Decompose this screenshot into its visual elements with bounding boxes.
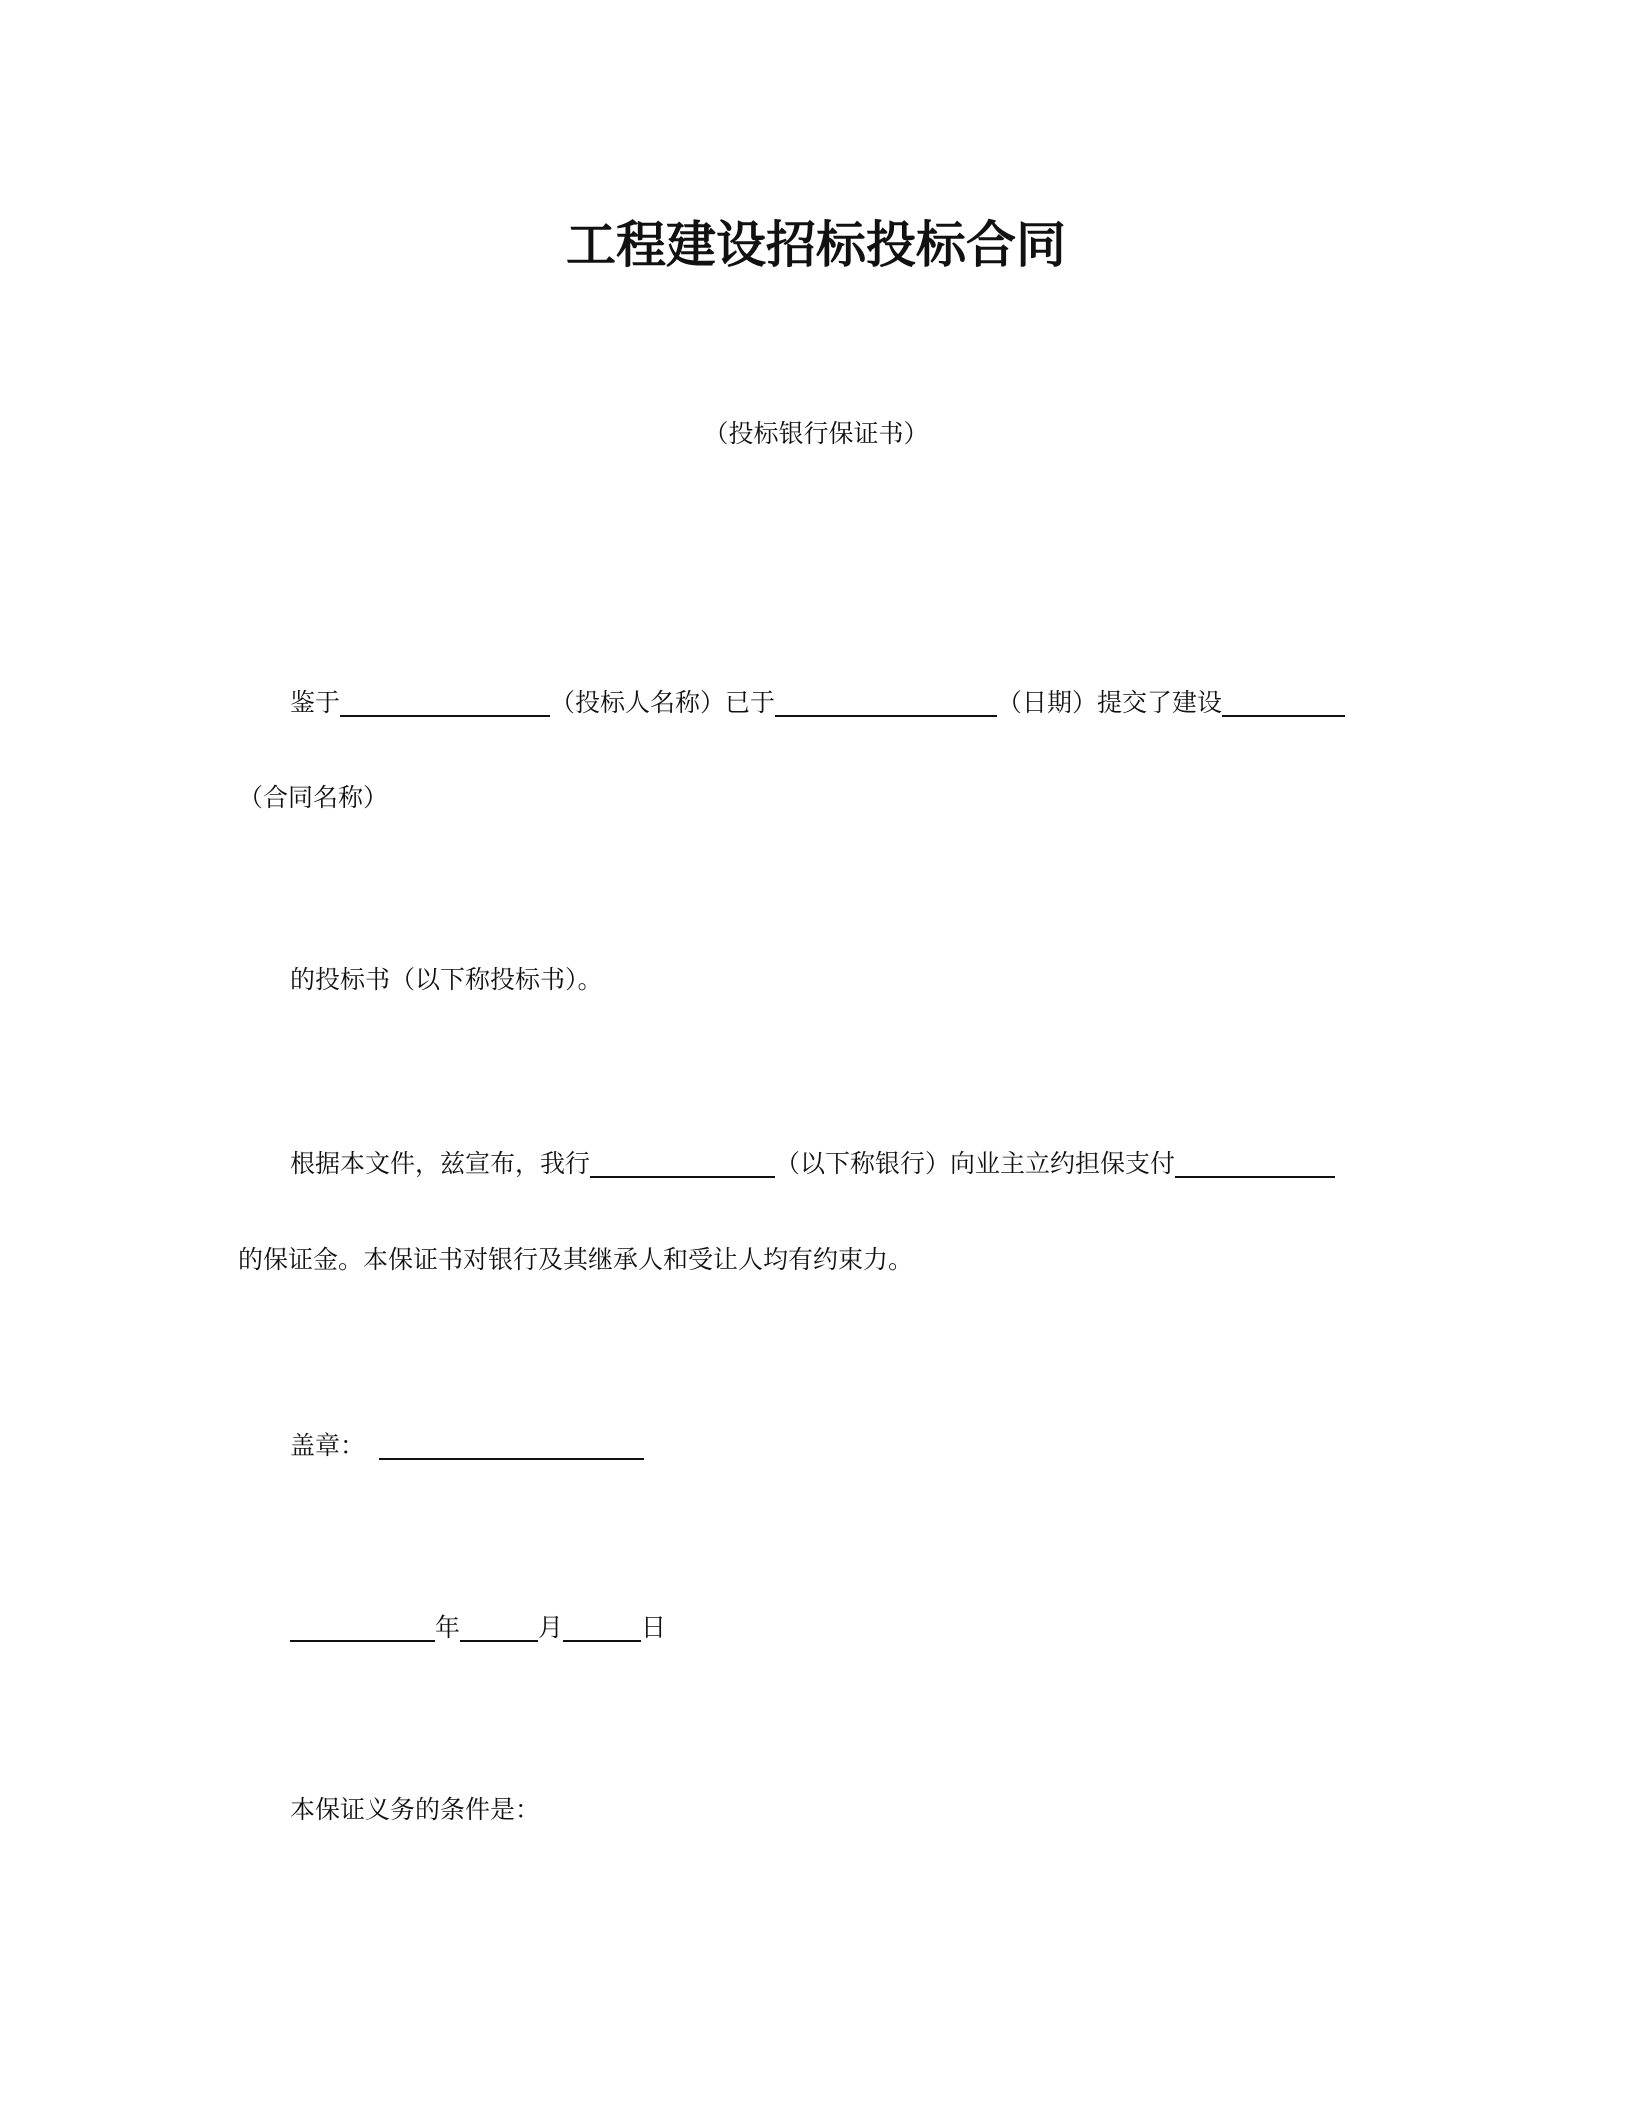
para2-text-1: 的投标书（以下称投标书）。 [290, 965, 603, 994]
day-label: 日 [641, 1613, 667, 1642]
condition-line [290, 1792, 540, 1828]
date-line [290, 1610, 666, 1646]
para1-text-2: （投标人名称）已于 [550, 688, 776, 717]
year-label: 年 [435, 1613, 461, 1642]
date-blank [775, 687, 997, 717]
seal-blank [379, 1430, 644, 1460]
condition-label: 本保证义务的条件是： [290, 1795, 541, 1824]
para1-text-4: （合同名称） [238, 783, 389, 812]
amount-blank [1175, 1148, 1335, 1178]
document-title: 工程建设招标投标合同 [566, 216, 1066, 274]
para3-text-2: （以下称银行）向业主立约担保支付 [775, 1149, 1176, 1178]
day-blank [563, 1612, 641, 1642]
seal-label: 盖章： [290, 1431, 366, 1460]
seal-line [290, 1428, 644, 1464]
para1-line1 [290, 685, 1345, 721]
month-label: 月 [538, 1613, 564, 1642]
month-blank [460, 1612, 538, 1642]
contract-blank [1222, 687, 1345, 717]
bidder-name-blank [340, 687, 550, 717]
para3-text-1: 根据本文件，兹宣布，我行 [290, 1149, 591, 1178]
para1-line2 [238, 780, 388, 816]
bank-name-blank [590, 1148, 775, 1178]
para1-text-3: （日期）提交了建设 [997, 688, 1223, 717]
para3-text-3: 的保证金。本保证书对银行及其继承人和受让人均有约束力。 [238, 1245, 914, 1274]
year-blank [290, 1612, 435, 1642]
para3-line2 [238, 1242, 913, 1278]
para2-line [290, 962, 603, 998]
document-subtitle: （投标银行保证书） [703, 419, 929, 448]
para1-text-1: 鉴于 [290, 688, 341, 717]
para3-line1 [290, 1146, 1335, 1182]
